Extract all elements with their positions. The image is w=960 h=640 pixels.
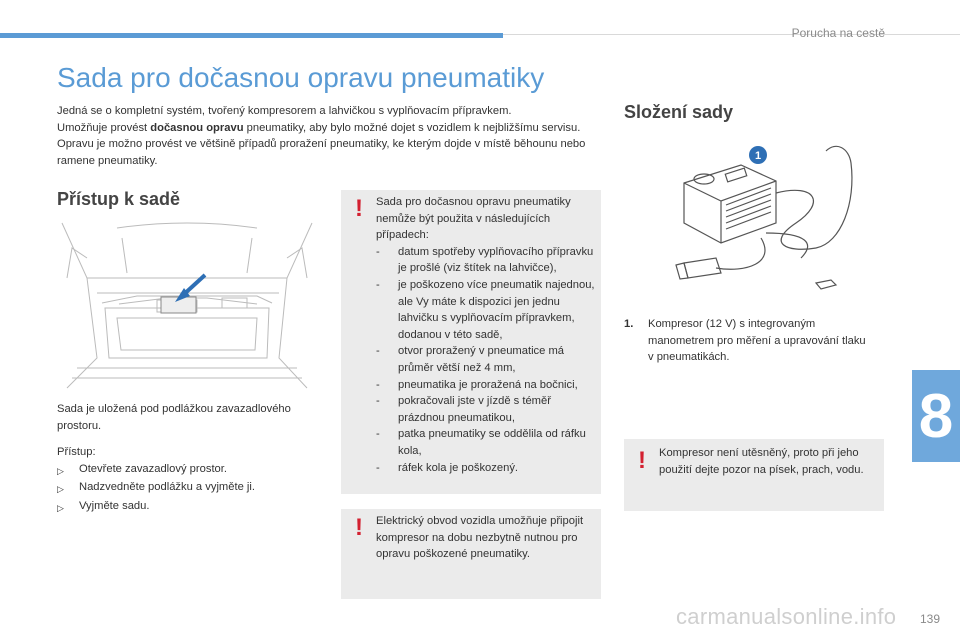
access-heading: Přístup k sadě: [57, 189, 181, 209]
intro-text: [57, 103, 607, 169]
access-step: ▷ Vyjměte sadu.: [57, 498, 327, 517]
header-divider: [503, 34, 960, 35]
list-item: - pokračovali jste v jízdě s téměř prázdnou pneumatikou,: [376, 395, 551, 424]
item-text: Kompresor (12 V) s integrovaným manometrem pro měření a upravování tlaku v pneumatikách.: [648, 318, 866, 364]
warning-text: [376, 194, 598, 476]
composition-heading: Složení sady: [624, 102, 734, 122]
bullet-icon: ▷: [57, 465, 64, 476]
kit-location-text: Sada je uložená pod podlážkou zavazadlového prostoru.: [57, 403, 291, 432]
list-item: - datum spotřeby vyplňovacího přípravku je prošlé (viz štítek na lahvičce),: [376, 245, 594, 275]
warning-box-electrical: [341, 509, 601, 599]
watermark: carmanualsonline.info: [676, 604, 897, 629]
access-steps: [57, 444, 327, 516]
composition-item: [624, 316, 874, 366]
access-step: ▷ Otevřete zavazadlový prostor.: [57, 461, 327, 480]
intro-line-1: Jedná se o kompletní systém, tvořený kompresorem a lahvičkou s vyplňovacím přípravkem.: [57, 105, 512, 117]
intro-line-2: Umožňuje provést dočasnou opravu pneumatiky, aby bylo možné dojet s vozidlem k nejbližšímu servisu.: [57, 121, 581, 134]
page-number: 139: [919, 612, 940, 626]
warning-icon: !: [355, 195, 363, 222]
access-step: ▷ Nadzvedněte podlážku a vyjměte ji.: [57, 479, 327, 498]
trunk-illustration: [57, 218, 317, 393]
warning-intro: Sada pro dočasnou opravu pneumatiky nemůže být použita v následujících případech:: [376, 196, 571, 242]
header-accent-bar: [0, 33, 503, 38]
warning-icon: !: [355, 514, 363, 541]
chapter-name: Porucha na cestě: [791, 26, 885, 40]
compressor-illustration: [666, 143, 866, 308]
warning-text: Elektrický obvod vozidla umožňuje připojit kompresor na dobu nezbytně nutnou pro opravu poškozené pneumatiky.: [376, 515, 584, 561]
intro-line-3: Opravu je možno provést ve většině případů proražení pneumatiky, ke kterým dojde v místě běhounu nebo ramene pneumatiky.: [57, 138, 586, 167]
list-item: - patka pneumatiky se oddělila od ráfku kola,: [376, 428, 586, 457]
intro-bold-term: dočasnou opravu: [150, 121, 244, 134]
warning-box-compressor: [624, 439, 884, 511]
warning-icon: !: [638, 447, 646, 474]
list-item: - ráfek kola je poškozený.: [376, 461, 519, 474]
list-item: - otvor proražený v pneumatice má průměr větší než 4 mm,: [376, 345, 565, 374]
warning-text: Kompresor není utěsněný, proto při jeho použití dejte pozor na písek, prach, vodu.: [659, 447, 864, 476]
page-title: Sada pro dočasnou opravu pneumatiky: [57, 62, 545, 93]
callout-number: 1: [754, 150, 762, 162]
warning-box-limitations: [341, 190, 601, 494]
chapter-tab: 8: [912, 370, 960, 462]
item-number: 1.: [624, 318, 634, 330]
list-item: - pneumatika je proražená na bočnici,: [376, 378, 578, 391]
list-item: - je poškozeno více pneumatik najednou, ale Vy máte k dispozici jen jednu lahvičku s vyplňovacím přípravkem, dodanou v této sadě,: [376, 278, 595, 341]
bullet-icon: ▷: [57, 502, 64, 513]
bullet-icon: ▷: [57, 484, 64, 495]
access-label: Přístup:: [57, 446, 96, 458]
